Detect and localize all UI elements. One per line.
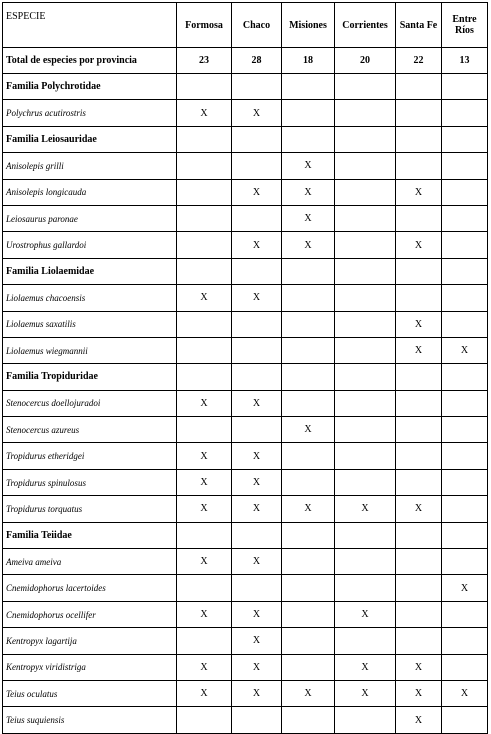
presence-cell: X bbox=[177, 100, 232, 126]
presence-cell: X bbox=[177, 680, 232, 706]
presence-cell bbox=[335, 205, 396, 231]
presence-cell bbox=[442, 390, 488, 416]
presence-cell: X bbox=[232, 469, 282, 495]
presence-cell bbox=[177, 364, 232, 390]
province-header-chaco: Chaco bbox=[232, 3, 282, 48]
species-name: Tropidurus spinulosus bbox=[3, 469, 177, 495]
presence-cell bbox=[282, 258, 335, 284]
family-row bbox=[3, 522, 488, 548]
total-formosa: 23 bbox=[177, 48, 232, 74]
family-name: Familia Tropiduridae bbox=[3, 364, 177, 390]
presence-cell bbox=[335, 126, 396, 152]
presence-cell bbox=[232, 74, 282, 100]
presence-cell: X bbox=[396, 311, 442, 337]
species-row bbox=[3, 153, 488, 179]
species-name: Ameiva ameiva bbox=[3, 549, 177, 575]
presence-cell: X bbox=[442, 680, 488, 706]
presence-cell bbox=[335, 417, 396, 443]
presence-cell bbox=[232, 153, 282, 179]
presence-cell: X bbox=[177, 390, 232, 416]
presence-cell bbox=[232, 575, 282, 601]
species-name: Leiosaurus paronae bbox=[3, 205, 177, 231]
presence-cell bbox=[232, 311, 282, 337]
presence-cell: X bbox=[396, 179, 442, 205]
family-row bbox=[3, 258, 488, 284]
presence-cell bbox=[396, 628, 442, 654]
species-name: Liolaemus wiegmannii bbox=[3, 337, 177, 363]
presence-cell bbox=[396, 417, 442, 443]
family-name: Familia Liolaemidae bbox=[3, 258, 177, 284]
presence-cell: X bbox=[396, 496, 442, 522]
presence-cell bbox=[282, 74, 335, 100]
presence-cell: X bbox=[282, 179, 335, 205]
presence-cell bbox=[282, 364, 335, 390]
species-distribution-table bbox=[2, 2, 488, 734]
species-row bbox=[3, 496, 488, 522]
presence-cell bbox=[396, 390, 442, 416]
presence-cell bbox=[396, 549, 442, 575]
presence-cell bbox=[335, 100, 396, 126]
presence-cell bbox=[396, 100, 442, 126]
species-row bbox=[3, 443, 488, 469]
presence-cell bbox=[177, 258, 232, 284]
presence-cell: X bbox=[232, 549, 282, 575]
province-header-santa-fe: Santa Fe bbox=[396, 3, 442, 48]
presence-cell bbox=[442, 179, 488, 205]
presence-cell bbox=[232, 364, 282, 390]
species-row bbox=[3, 417, 488, 443]
species-name: Cnemidophorus lacertoides bbox=[3, 575, 177, 601]
species-name: Stenocercus doellojuradoi bbox=[3, 390, 177, 416]
presence-cell bbox=[177, 575, 232, 601]
presence-cell bbox=[335, 390, 396, 416]
presence-cell bbox=[177, 337, 232, 363]
presence-cell: X bbox=[177, 285, 232, 311]
presence-cell bbox=[396, 153, 442, 179]
presence-cell bbox=[442, 311, 488, 337]
species-name: Anisolepis longicauda bbox=[3, 179, 177, 205]
species-row bbox=[3, 285, 488, 311]
totals-label: Total de especies por provincia bbox=[3, 48, 177, 74]
province-header-misiones: Misiones bbox=[282, 3, 335, 48]
presence-cell: X bbox=[282, 205, 335, 231]
species-name: Anisolepis grilli bbox=[3, 153, 177, 179]
presence-cell: X bbox=[232, 232, 282, 258]
presence-cell bbox=[335, 258, 396, 284]
presence-cell: X bbox=[396, 232, 442, 258]
species-row bbox=[3, 680, 488, 706]
presence-cell: X bbox=[335, 601, 396, 627]
family-row bbox=[3, 364, 488, 390]
presence-cell bbox=[177, 522, 232, 548]
presence-cell bbox=[396, 364, 442, 390]
species-name: Tropidurus torquatus bbox=[3, 496, 177, 522]
species-name: Kentropyx viridistriga bbox=[3, 654, 177, 680]
presence-cell bbox=[282, 285, 335, 311]
presence-cell: X bbox=[335, 680, 396, 706]
species-row bbox=[3, 549, 488, 575]
species-row bbox=[3, 179, 488, 205]
presence-cell bbox=[335, 522, 396, 548]
family-row bbox=[3, 74, 488, 100]
presence-cell: X bbox=[232, 285, 282, 311]
presence-cell bbox=[442, 258, 488, 284]
presence-cell bbox=[442, 232, 488, 258]
presence-cell bbox=[232, 205, 282, 231]
presence-cell bbox=[282, 575, 335, 601]
presence-cell bbox=[232, 417, 282, 443]
presence-cell bbox=[442, 496, 488, 522]
presence-cell bbox=[442, 364, 488, 390]
presence-cell bbox=[335, 74, 396, 100]
presence-cell: X bbox=[232, 496, 282, 522]
presence-cell bbox=[282, 654, 335, 680]
species-row bbox=[3, 232, 488, 258]
presence-cell bbox=[442, 654, 488, 680]
presence-cell bbox=[232, 258, 282, 284]
presence-cell bbox=[177, 417, 232, 443]
presence-cell bbox=[442, 285, 488, 311]
presence-cell: X bbox=[177, 443, 232, 469]
presence-cell: X bbox=[335, 496, 396, 522]
presence-cell bbox=[282, 522, 335, 548]
presence-cell bbox=[282, 390, 335, 416]
province-header-corrientes: Corrientes bbox=[335, 3, 396, 48]
presence-cell: X bbox=[282, 496, 335, 522]
species-name: Liolaemus chacoensis bbox=[3, 285, 177, 311]
presence-cell bbox=[335, 628, 396, 654]
presence-cell: X bbox=[396, 707, 442, 733]
species-row bbox=[3, 100, 488, 126]
presence-cell: X bbox=[396, 680, 442, 706]
species-row bbox=[3, 654, 488, 680]
presence-cell: X bbox=[442, 575, 488, 601]
presence-cell bbox=[282, 707, 335, 733]
presence-cell bbox=[177, 232, 232, 258]
presence-cell bbox=[396, 522, 442, 548]
species-row bbox=[3, 575, 488, 601]
presence-cell: X bbox=[232, 100, 282, 126]
presence-cell: X bbox=[232, 628, 282, 654]
presence-cell: X bbox=[282, 417, 335, 443]
presence-cell bbox=[177, 74, 232, 100]
presence-cell bbox=[282, 469, 335, 495]
presence-cell bbox=[335, 337, 396, 363]
presence-cell: X bbox=[282, 153, 335, 179]
species-row bbox=[3, 628, 488, 654]
species-column-header: ESPECIE bbox=[3, 3, 177, 48]
species-row bbox=[3, 469, 488, 495]
species-name: Urostrophus gallardoi bbox=[3, 232, 177, 258]
presence-cell bbox=[282, 337, 335, 363]
presence-cell: X bbox=[232, 601, 282, 627]
presence-cell bbox=[396, 258, 442, 284]
family-name: Familia Leiosauridae bbox=[3, 126, 177, 152]
species-row bbox=[3, 205, 488, 231]
presence-cell bbox=[335, 469, 396, 495]
presence-cell bbox=[396, 469, 442, 495]
presence-cell bbox=[177, 153, 232, 179]
species-name: Liolaemus saxatilis bbox=[3, 311, 177, 337]
total-entre-rios: 13 bbox=[442, 48, 488, 74]
presence-cell bbox=[396, 285, 442, 311]
presence-cell: X bbox=[177, 496, 232, 522]
presence-cell bbox=[232, 337, 282, 363]
presence-cell bbox=[442, 74, 488, 100]
presence-cell bbox=[282, 100, 335, 126]
presence-cell bbox=[282, 443, 335, 469]
presence-cell bbox=[442, 469, 488, 495]
presence-cell bbox=[335, 549, 396, 575]
presence-cell bbox=[177, 179, 232, 205]
presence-cell bbox=[335, 707, 396, 733]
presence-cell bbox=[177, 311, 232, 337]
presence-cell bbox=[442, 126, 488, 152]
presence-cell bbox=[396, 601, 442, 627]
total-santa-fe: 22 bbox=[396, 48, 442, 74]
species-row bbox=[3, 311, 488, 337]
species-name: Kentropyx lagartija bbox=[3, 628, 177, 654]
presence-cell: X bbox=[177, 469, 232, 495]
presence-cell: X bbox=[335, 654, 396, 680]
species-name: Teius suquiensis bbox=[3, 707, 177, 733]
presence-cell bbox=[442, 205, 488, 231]
presence-cell bbox=[177, 628, 232, 654]
presence-cell bbox=[335, 364, 396, 390]
province-header-entre-rios: Entre Ríos bbox=[442, 3, 488, 48]
presence-cell bbox=[442, 601, 488, 627]
presence-cell bbox=[335, 179, 396, 205]
total-corrientes: 20 bbox=[335, 48, 396, 74]
presence-cell: X bbox=[232, 179, 282, 205]
presence-cell bbox=[282, 601, 335, 627]
species-name: Tropidurus etheridgei bbox=[3, 443, 177, 469]
presence-cell bbox=[335, 575, 396, 601]
presence-cell bbox=[335, 285, 396, 311]
family-row bbox=[3, 126, 488, 152]
species-name: Polychrus acutirostris bbox=[3, 100, 177, 126]
presence-cell: X bbox=[442, 337, 488, 363]
presence-cell bbox=[442, 628, 488, 654]
presence-cell bbox=[442, 100, 488, 126]
header-row bbox=[3, 3, 488, 48]
presence-cell: X bbox=[232, 390, 282, 416]
presence-cell bbox=[442, 549, 488, 575]
presence-cell: X bbox=[232, 443, 282, 469]
presence-cell: X bbox=[282, 232, 335, 258]
species-name: Stenocercus azureus bbox=[3, 417, 177, 443]
presence-cell bbox=[335, 153, 396, 179]
presence-cell: X bbox=[177, 654, 232, 680]
presence-cell: X bbox=[177, 601, 232, 627]
presence-cell bbox=[442, 153, 488, 179]
presence-cell: X bbox=[282, 680, 335, 706]
presence-cell bbox=[177, 707, 232, 733]
presence-cell: X bbox=[396, 337, 442, 363]
presence-cell bbox=[232, 707, 282, 733]
species-row bbox=[3, 707, 488, 733]
totals-row bbox=[3, 48, 488, 74]
presence-cell bbox=[177, 205, 232, 231]
total-misiones: 18 bbox=[282, 48, 335, 74]
presence-cell bbox=[442, 417, 488, 443]
total-chaco: 28 bbox=[232, 48, 282, 74]
presence-cell bbox=[232, 522, 282, 548]
presence-cell bbox=[282, 628, 335, 654]
species-row bbox=[3, 337, 488, 363]
presence-cell: X bbox=[177, 549, 232, 575]
family-name: Familia Polychrotidae bbox=[3, 74, 177, 100]
presence-cell bbox=[335, 232, 396, 258]
presence-cell bbox=[396, 205, 442, 231]
presence-cell bbox=[282, 549, 335, 575]
species-name: Cnemidophorus ocellifer bbox=[3, 601, 177, 627]
presence-cell bbox=[177, 126, 232, 152]
presence-cell: X bbox=[396, 654, 442, 680]
presence-cell bbox=[396, 443, 442, 469]
presence-cell: X bbox=[232, 680, 282, 706]
presence-cell bbox=[282, 311, 335, 337]
species-name: Teius oculatus bbox=[3, 680, 177, 706]
presence-cell bbox=[232, 126, 282, 152]
presence-cell bbox=[396, 126, 442, 152]
presence-cell bbox=[442, 443, 488, 469]
presence-cell bbox=[335, 443, 396, 469]
species-row bbox=[3, 390, 488, 416]
species-row bbox=[3, 601, 488, 627]
province-header-formosa: Formosa bbox=[177, 3, 232, 48]
presence-cell bbox=[335, 311, 396, 337]
family-name: Familia Teiidae bbox=[3, 522, 177, 548]
presence-cell: X bbox=[232, 654, 282, 680]
presence-cell bbox=[282, 126, 335, 152]
presence-cell bbox=[396, 575, 442, 601]
presence-cell bbox=[442, 707, 488, 733]
presence-cell bbox=[442, 522, 488, 548]
presence-cell bbox=[396, 74, 442, 100]
